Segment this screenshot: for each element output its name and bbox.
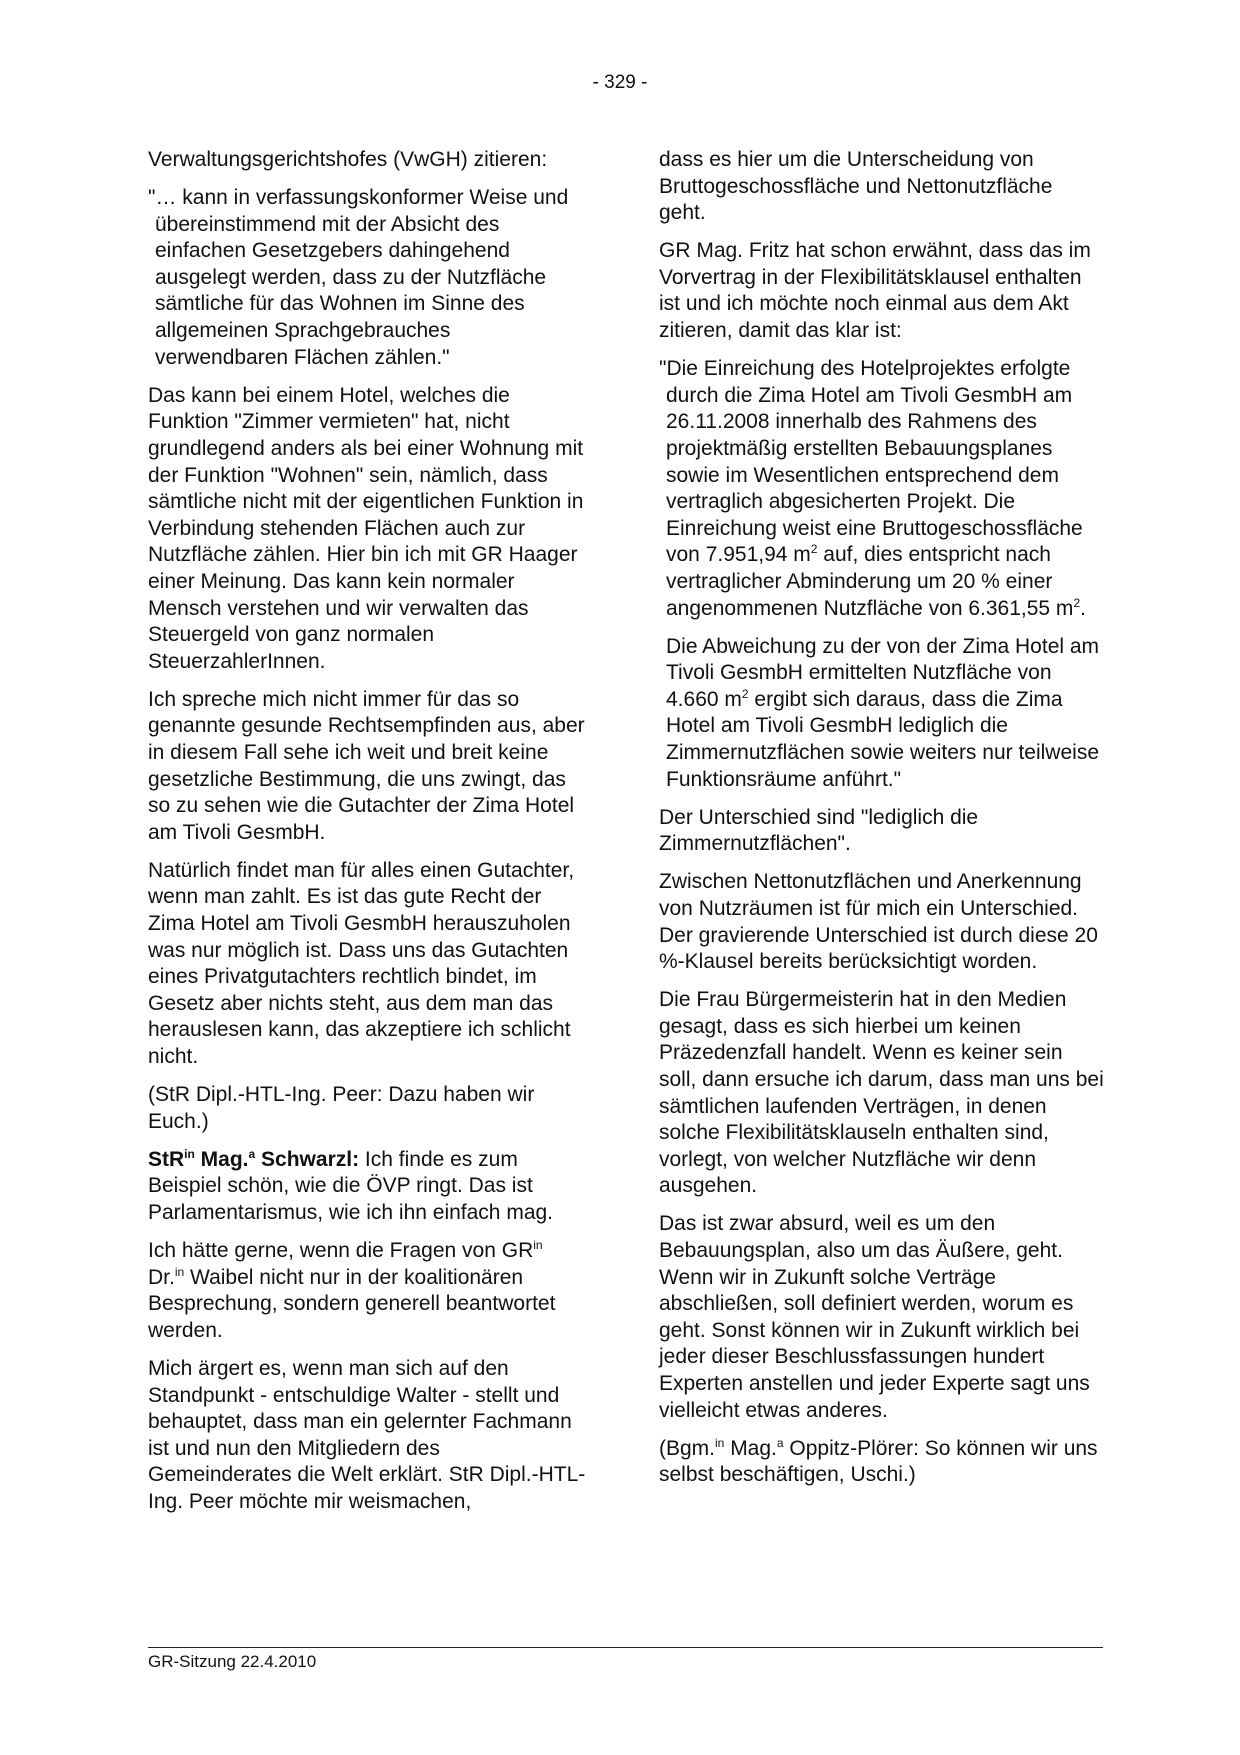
paragraph: Das kann bei einem Hotel, welches die Funktion "Zimmer vermieten" hat, nicht grundlegend anders als bei einer Wohnung mit der Funktion "Wohnen" sein, nämlich, dass sämtliche nicht mit der eigentlichen Funktion in Verbindung stehenden Flächen auch zur Nutzfläche zählen. Hier bin ich mit GR Haager einer Meinung. Das kann kein normaler Mensch verstehen und wir verwalten das Steuergeld von ganz normalen SteuerzahlerInnen. <box>148 383 584 673</box>
paragraph: dass es hier um die Unterscheidung von Bruttogeschossfläche und Nettonutzfläche geht. <box>659 148 1053 225</box>
footer-session-date: GR-Sitzung 22.4.2010 <box>148 1652 317 1671</box>
paragraph: GR Mag. Fritz hat schon erwähnt, dass das im Vorvertrag in der Flexibilitätsklausel enthalten ist und ich möchte noch einmal aus dem Akt zitieren, damit das klar ist: <box>659 239 1091 343</box>
interjection: (StR Dipl.-HTL-Ing. Peer: Dazu haben wir Euch.) <box>148 1083 535 1133</box>
paragraph: Ich spreche mich nicht immer für das so genannte gesunde Rechtsempfinden aus, aber in diesem Fall sehe ich weit und breit keine gesetzliche Bestimmung, die uns zwingt, das so zu sehen wie die Gutachter der Zima Hotel am Tivoli GesmbH. <box>148 687 585 844</box>
paragraph: Natürlich findet man für alles einen Gutachter, wenn man zahlt. Es ist das gute Recht der Zima Hotel am Tivoli GesmbH herauszuholen was nur möglich ist. Dass uns das Gutachten eines Privatgutachters rechtlich bindet, im Gesetz aber nichts steht, aus dem man das herauslesen kann, das akzeptiere ich schlicht nicht. <box>148 858 575 1068</box>
quote-paragraph: "… kann in verfassungskonformer Weise und übereinstimmend mit der Absicht des einfachen Gesetzgebers dahingehend ausgelegt werden, dass zu der Nutzfläche sämtliche für das Wohnen im Sinne des allgemeinen Sprachgebrauches verwendbaren Flächen zählen." <box>148 186 569 369</box>
paragraph: Die Frau Bürgermeisterin hat in den Medien gesagt, dass es sich hierbei um keinen Präzedenzfall handelt. Wenn es keiner sein soll, dann ersuche ich darum, dass man uns bei sämtlichen laufenden Verträgen, in denen solche Flexibilitätsklauseln enthalten sind, vorlegt, von welcher Nutzfläche wir denn ausgehen. <box>659 988 1104 1198</box>
paragraph: Das ist zwar absurd, weil es um den Bebauungsplan, also um das Äußere, geht. Wenn wir in Zukunft solche Verträge abschließen, soll definiert werden, worum es geht. Sonst können wir in Zukunft wirklich bei jeder dieser Beschlussfassungen hundert Experten anstellen und jeder Experte sagt uns vielleicht etwas anderes. <box>659 1212 1090 1422</box>
paragraph: Zwischen Nettonutzflächen und Anerkennung von Nutzräumen ist für mich ein Unterschied. Der gravierende Unterschied ist durch diese 20 %-Klausel bereits berücksichtigt worden. <box>659 870 1098 974</box>
speaker-paragraph: StR$^{in}$ Mag.$^a$ Schwarzl: Ich finde es zum Beispiel schön, wie die ÖVP ringt. Das ist Parlamentarismus, wie ich ihn einfach mag. <box>148 1146 554 1224</box>
paragraph: Der Unterschied sind "lediglich die Zimmernutzflächen". <box>659 805 979 856</box>
quote-paragraph: Die Abweichung zu der von der Zima Hotel am Tivoli GesmbH ermittelten Nutzfläche von 4.660 $m^2$ ergibt sich daraus, dass die Zima Hotel am Tivoli GesmbH lediglich die Zimmernutzflächen sowie weiters nur teilweise Funktionsräume anführt." <box>666 634 1100 791</box>
paragraph: Ich hätte gerne, wenn die Fragen von $GR^{in}$ Dr.$^{in}$ Waibel nicht nur in der koalitionären Besprechung, sondern generell beantwortet werden. <box>148 1238 556 1342</box>
quote-paragraph: "Die Einreichung des Hotelprojektes erfolgte durch die Zima Hotel am Tivoli GesmbH am 26.11.2008 innerhalb des Rahmens des projektmäßig erstellten Bebauungsplanes sowie im Wesentlichen entsprechend dem vertraglich abgesicherten Projekt. Die Einreichung weist eine Bruttogeschossfläche von 7.951,94 $m^2$ auf, dies entspricht nach vertraglicher Abminderung um 20 % einer angenommenen Nutzfläche von 6.361,55 $m^2$. <box>659 357 1086 620</box>
interjection: (Bgm.$^{in}$ Mag.$^a$ Oppitz-Plörer: So können wir uns selbst beschäftigen, Uschi.) <box>659 1435 1098 1487</box>
paragraph: Mich ärgert es, wenn man sich auf den Standpunkt - entschuldige Walter - stellt und behauptet, dass man ein gelernter Fachmann ist und nun den Mitgliedern des Gemeinderates die Welt erklärt. StR Dipl.-HTL-Ing. Peer möchte mir weismachen, <box>148 1356 586 1513</box>
speaker-name: StR$^{in}$ Mag.$^a$ Schwarzl: <box>148 1146 360 1171</box>
paragraph: Verwaltungsgerichtshofes (VwGH) zitieren: <box>148 148 548 171</box>
page-number: - 329 - <box>592 72 648 93</box>
left-column <box>148 147 588 1527</box>
right-column <box>659 147 1104 1500</box>
footer-divider <box>148 1647 1103 1648</box>
